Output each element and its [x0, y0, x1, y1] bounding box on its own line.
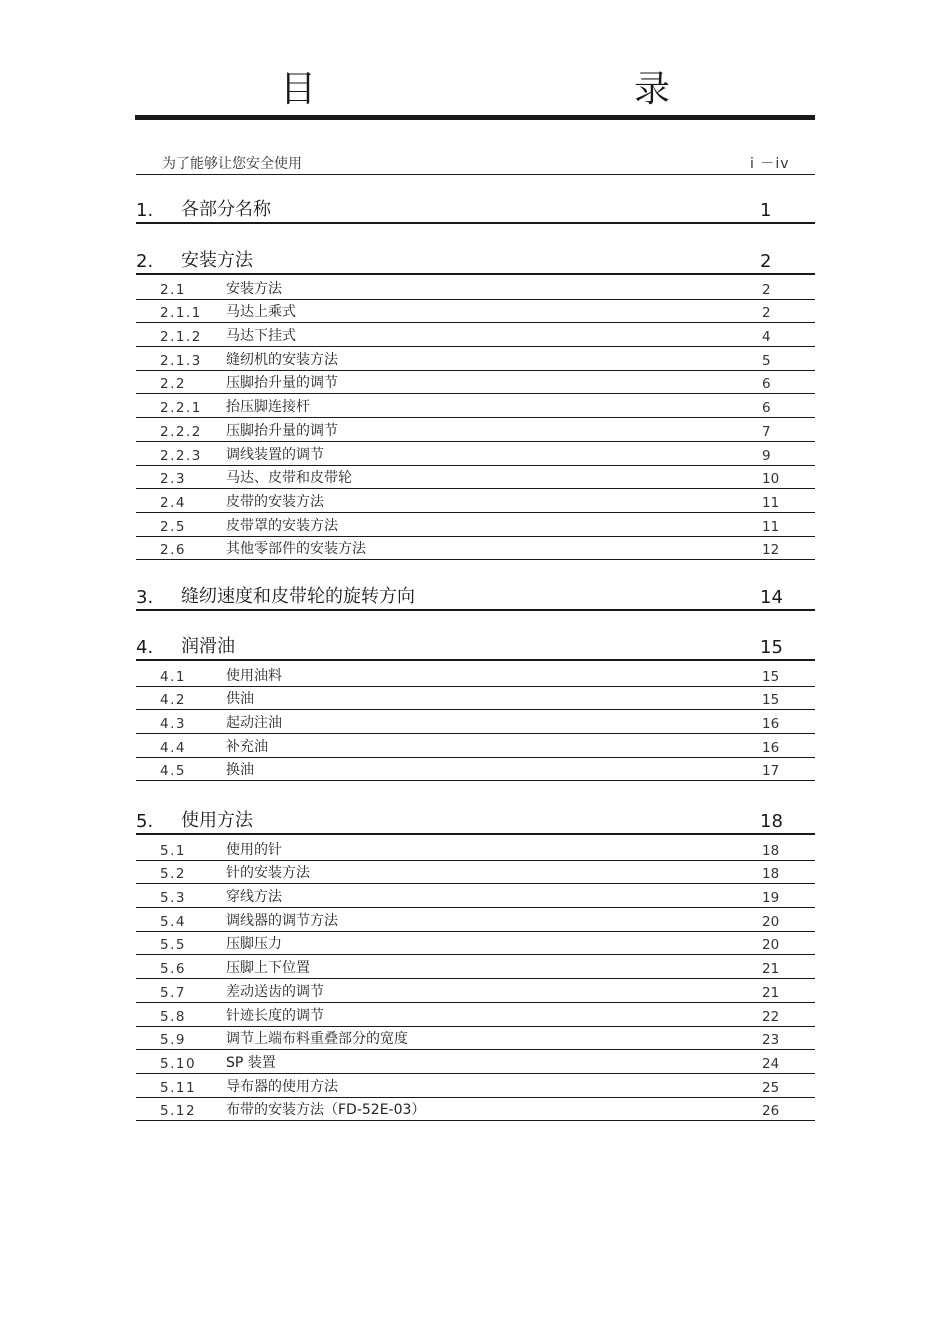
- toc-section-number: 5.12: [160, 1103, 197, 1120]
- toc-section-page: 17: [762, 763, 780, 780]
- toc-section-number: 5.8: [160, 1008, 186, 1025]
- toc-section-row[interactable]: [136, 1050, 815, 1074]
- toc-section-page: 2: [762, 281, 771, 298]
- toc-section-label: 调节上端布料重叠部分的宽度: [226, 1031, 408, 1048]
- toc-section-row[interactable]: [136, 758, 815, 782]
- toc-section-row[interactable]: [136, 956, 815, 980]
- toc-section-page: 5: [762, 352, 771, 369]
- toc-section-number: 5.5: [160, 937, 186, 954]
- toc-chapter-row[interactable]: [136, 809, 815, 835]
- toc-section-number: 4.3: [160, 716, 186, 733]
- toc-section-label: 供油: [226, 691, 254, 708]
- toc-section-page: 16: [762, 739, 780, 756]
- toc-section-row[interactable]: [136, 1003, 815, 1027]
- toc-section-label: 马达、皮带和皮带轮: [226, 470, 352, 487]
- toc-section-page: 12: [762, 542, 780, 559]
- toc-section-page: 18: [762, 842, 780, 859]
- toc-intro-label: 为了能够让您安全使用: [162, 156, 302, 172]
- toc-intro-page: i －iv: [750, 156, 790, 172]
- toc-section-row[interactable]: [136, 513, 815, 537]
- toc-section-label: 压脚抬升量的调节: [226, 422, 338, 439]
- toc-section-number: 2.4: [160, 494, 186, 511]
- toc-section-row[interactable]: [136, 861, 815, 885]
- toc-section-number: 2.5: [160, 518, 186, 535]
- toc-section-number: 2.1: [160, 281, 186, 298]
- toc-chapter-label: 使用方法: [181, 810, 253, 831]
- toc-section-number: 2.2: [160, 376, 186, 393]
- toc-section-row[interactable]: [136, 371, 815, 395]
- title-divider: [135, 115, 815, 120]
- toc-section-page: 6: [762, 400, 771, 417]
- toc-section-row[interactable]: [136, 663, 815, 687]
- toc-section-label: 差动送齿的调节: [226, 983, 324, 1000]
- toc-section-number: 5.1: [160, 842, 186, 859]
- toc-chapter-number: 4.: [136, 637, 154, 658]
- toc-section-label: 起动注油: [226, 715, 282, 732]
- toc-chapter-row[interactable]: [136, 198, 815, 224]
- toc-section-label: 调线器的调节方法: [226, 912, 338, 929]
- toc-section-label: 皮带的安装方法: [226, 493, 324, 510]
- toc-chapter-page: 18: [760, 811, 783, 832]
- toc-section-number: 5.6: [160, 961, 186, 978]
- toc-section-row[interactable]: [136, 734, 815, 758]
- toc-section-page: 22: [762, 1008, 780, 1025]
- toc-section-row[interactable]: [136, 837, 815, 861]
- toc-chapter-label: 安装方法: [181, 250, 253, 271]
- toc-section-row[interactable]: [136, 884, 815, 908]
- toc-section-number: 2.3: [160, 471, 186, 488]
- toc-chapter-number: 3.: [136, 587, 154, 608]
- toc-section-page: 10: [762, 471, 780, 488]
- toc-section-page: 7: [762, 423, 771, 440]
- toc-section-number: 5.9: [160, 1032, 186, 1049]
- toc-chapter-page: 1: [760, 200, 772, 221]
- toc-section-page: 21: [762, 961, 780, 978]
- toc-section-label: 压脚压力: [226, 936, 282, 953]
- toc-intro-row[interactable]: [136, 153, 815, 175]
- toc-section-page: 18: [762, 866, 780, 883]
- toc-section-label: 皮带罩的安装方法: [226, 517, 338, 534]
- toc-chapter-label: 润滑油: [181, 636, 235, 657]
- toc-section-label: 针迹长度的调节: [226, 1007, 324, 1024]
- toc-chapter-row[interactable]: [136, 249, 815, 275]
- toc-section-row[interactable]: [136, 537, 815, 561]
- toc-section-number: 4.2: [160, 692, 186, 709]
- toc-chapter-number: 2.: [136, 251, 154, 272]
- toc-section-page: 21: [762, 984, 780, 1001]
- toc-section-label: 缝纫机的安装方法: [226, 351, 338, 368]
- toc-section-row[interactable]: [136, 908, 815, 932]
- toc-chapter-page: 15: [760, 637, 783, 658]
- toc-chapter-page: 14: [760, 587, 783, 608]
- toc-section-number: 5.2: [160, 866, 186, 883]
- toc-chapter-number: 1.: [136, 200, 154, 221]
- toc-section-row[interactable]: [136, 979, 815, 1003]
- toc-section-page: 20: [762, 937, 780, 954]
- toc-section-label: 补充油: [226, 738, 268, 755]
- toc-section-label: 导布器的使用方法: [226, 1078, 338, 1095]
- toc-section-row[interactable]: [136, 1098, 815, 1122]
- toc-section-page: 11: [762, 518, 780, 535]
- toc-section-page: 6: [762, 376, 771, 393]
- toc-section-row[interactable]: [136, 932, 815, 956]
- toc-section-row[interactable]: [136, 395, 815, 419]
- toc-chapter-row[interactable]: [136, 635, 815, 661]
- toc-section-label: 抬压脚连接杆: [226, 399, 310, 416]
- toc-section-number: 2.6: [160, 542, 186, 559]
- toc-section-label: 压脚抬升量的调节: [226, 375, 338, 392]
- toc-section-label: 马达下挂式: [226, 328, 296, 345]
- toc-section-page: 4: [762, 329, 771, 346]
- toc-section-label: 布带的安装方法（FD-52E-03）: [226, 1102, 426, 1119]
- toc-section-label: 其他零部件的安装方法: [226, 541, 366, 558]
- toc-section-page: 20: [762, 913, 780, 930]
- toc-section-number: 2.1.1: [160, 305, 202, 322]
- toc-section-page: 16: [762, 716, 780, 733]
- toc-section-number: 4.1: [160, 668, 186, 685]
- toc-section-row[interactable]: [136, 323, 815, 347]
- toc-section-page: 15: [762, 692, 780, 709]
- toc-section-label: 调线装置的调节: [226, 446, 324, 463]
- toc-section-row[interactable]: [136, 347, 815, 371]
- toc-section-row[interactable]: [136, 687, 815, 711]
- toc-section-number: 4.5: [160, 763, 186, 780]
- toc-section-label: 压脚上下位置: [226, 960, 310, 977]
- toc-section-number: 2.1.2: [160, 329, 202, 346]
- page-title: 目 录: [279, 69, 752, 110]
- toc-section-row[interactable]: [136, 466, 815, 490]
- toc-section-number: 5.7: [160, 984, 186, 1001]
- toc-section-label: 穿线方法: [226, 889, 282, 906]
- toc-section-page: 9: [762, 447, 771, 464]
- toc-section-page: 15: [762, 668, 780, 685]
- toc-section-number: 2.2.2: [160, 423, 202, 440]
- toc-section-page: 25: [762, 1079, 780, 1096]
- toc-chapter-page: 2: [760, 251, 772, 272]
- toc-section-row[interactable]: [136, 300, 815, 324]
- toc-section-row[interactable]: [136, 276, 815, 300]
- toc-section-number: 4.4: [160, 739, 186, 756]
- toc-chapter-label: 各部分名称: [181, 199, 271, 220]
- toc-section-number: 5.11: [160, 1079, 197, 1096]
- toc-section-label: 换油: [226, 762, 254, 779]
- toc-section-row[interactable]: [136, 1027, 815, 1051]
- toc-section-number: 2.1.3: [160, 352, 202, 369]
- toc-section-page: 24: [762, 1055, 780, 1072]
- toc-section-page: 23: [762, 1032, 780, 1049]
- toc-section-number: 2.2.1: [160, 400, 202, 417]
- toc-chapter-number: 5.: [136, 811, 154, 832]
- toc-section-label: 针的安装方法: [226, 865, 310, 882]
- toc-section-page: 11: [762, 494, 780, 511]
- toc-section-label: 马达上乘式: [226, 304, 296, 321]
- toc-section-row[interactable]: [136, 710, 815, 734]
- toc-section-label: 使用油料: [226, 667, 282, 684]
- toc-chapter-row[interactable]: [136, 585, 815, 611]
- toc-section-page: 2: [762, 305, 771, 322]
- toc-section-number: 5.3: [160, 890, 186, 907]
- toc-section-number: 5.10: [160, 1055, 197, 1072]
- toc-section-row[interactable]: [136, 418, 815, 442]
- toc-section-row[interactable]: [136, 1074, 815, 1098]
- toc-section-number: 2.2.3: [160, 447, 202, 464]
- toc-section-row[interactable]: [136, 489, 815, 513]
- toc-section-page: 19: [762, 890, 780, 907]
- toc-section-page: 26: [762, 1103, 780, 1120]
- toc-section-row[interactable]: [136, 442, 815, 466]
- toc-section-label: 使用的针: [226, 841, 282, 858]
- toc-chapter-label: 缝纫速度和皮带轮的旋转方向: [181, 586, 415, 607]
- toc-section-number: 5.4: [160, 913, 186, 930]
- toc-section-label: 安装方法: [226, 280, 282, 297]
- toc-section-label: SP 装置: [226, 1054, 276, 1071]
